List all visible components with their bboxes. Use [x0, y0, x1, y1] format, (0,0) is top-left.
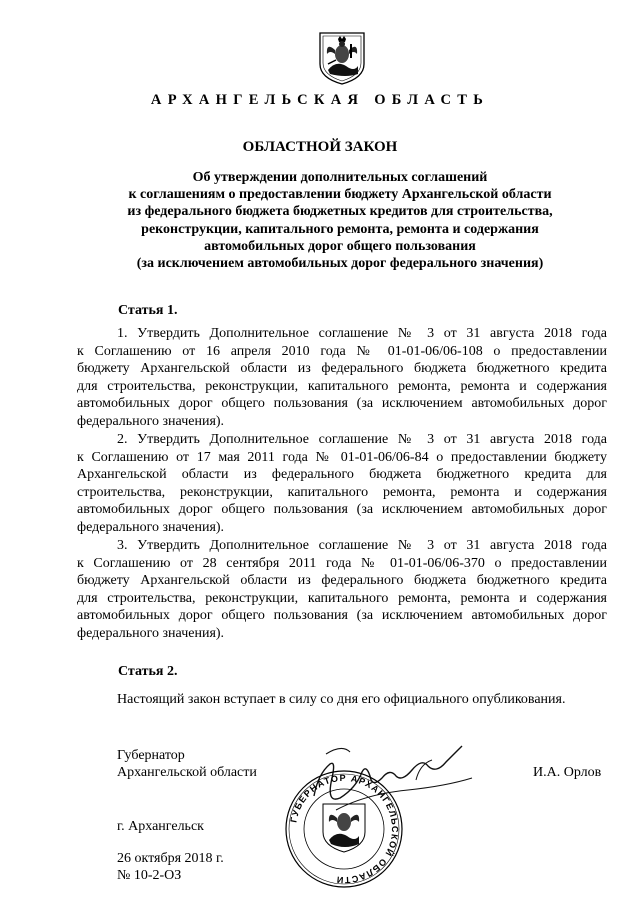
law-title [90, 169, 590, 272]
text-line: федерального значения). [77, 413, 225, 429]
governor-name: И.А. Орлов [533, 765, 602, 780]
text-line: федерального значения). [77, 625, 225, 641]
text-line: Архангельской области из федерального бюджета бюджетного кредита для [77, 467, 607, 483]
title-line: из федерального бюджета бюджетных кредитов для строительства, [127, 204, 553, 220]
archangel-coat-of-arms-icon [316, 30, 368, 86]
article-1-heading: Статья 1. [118, 303, 178, 318]
text-line: бюджету Архангельской области из федерального бюджета бюджетного кредита [77, 361, 607, 377]
text-line: федерального значения). [77, 519, 225, 535]
text-line: строительства, реконструкции, капитального ремонта, ремонта и содержания [77, 484, 607, 500]
title-line: (за исключением автомобильных дорог федерального значения) [136, 256, 544, 272]
text-line: для строительства, реконструкции, капитального ремонта, ремонта и содержания [77, 590, 607, 606]
position-line: Архангельской области [117, 765, 257, 780]
article-1-paragraph-3 [77, 537, 607, 643]
title-line: к соглашениям о предоставлении бюджету Архангельской области [128, 187, 552, 203]
seal-text: ГУБЕРНАТОР АРХАНГЕЛЬСКОЙ ОБЛАСТИ [288, 772, 401, 886]
text-line: для строительства, реконструкции, капитального ремонта, ремонта и содержания [77, 378, 607, 394]
document-type: ОБЛАСТНОЙ ЗАКОН [242, 139, 398, 155]
text-line: 1. Утвердить Дополнительное соглашение № 3 от 31 августа 2018 года [117, 326, 607, 341]
article-2-heading: Статья 2. [118, 664, 178, 679]
official-seal [283, 768, 405, 890]
article-1-paragraph-1 [77, 325, 607, 431]
text-line: автомобильных дорог общего пользования (за исключением автомобильных дорог [77, 608, 607, 624]
text-line: 3. Утвердить Дополнительное соглашение № 3 от 31 августа 2018 года [117, 538, 607, 553]
position-line: Губернатор [117, 748, 185, 763]
article-2-text: Настоящий закон вступает в силу со дня его официального опубликования. [117, 692, 566, 707]
text-line: 2. Утвердить Дополнительное соглашение № 3 от 31 августа 2018 года [117, 432, 607, 447]
text-line: бюджету Архангельской области из федерального бюджета бюджетного кредита [77, 573, 607, 589]
text-line: автомобильных дорог общего пользования (за исключением автомобильных дорог [77, 502, 607, 518]
title-line: реконструкции, капитального ремонта, ремонта и содержания [141, 221, 539, 237]
text-line: к Соглашению от 17 мая 2011 года № 01-01-06/06-84 о предоставлении бюджету [77, 449, 607, 465]
title-line: Об утверждении дополнительных соглашений [192, 170, 488, 185]
title-line: автомобильных дорог общего пользования [204, 238, 476, 254]
text-line: к Соглашению от 16 апреля 2010 года № 01-01-06/06-108 о предоставлении [77, 343, 607, 359]
region-name: АРХАНГЕЛЬСКАЯ ОБЛАСТЬ [150, 92, 490, 108]
signing-date: 26 октября 2018 г. [117, 851, 224, 866]
city: г. Архангельск [117, 819, 204, 834]
article-1-paragraph-2 [77, 431, 607, 537]
governor-title [117, 747, 257, 781]
law-number: № 10-2-ОЗ [117, 868, 182, 883]
text-line: к Соглашению от 28 сентября 2011 года № 01-01-06/06-370 о предоставлении [77, 555, 607, 571]
text-line: автомобильных дорог общего пользования (за исключением автомобильных дорог [77, 396, 607, 412]
